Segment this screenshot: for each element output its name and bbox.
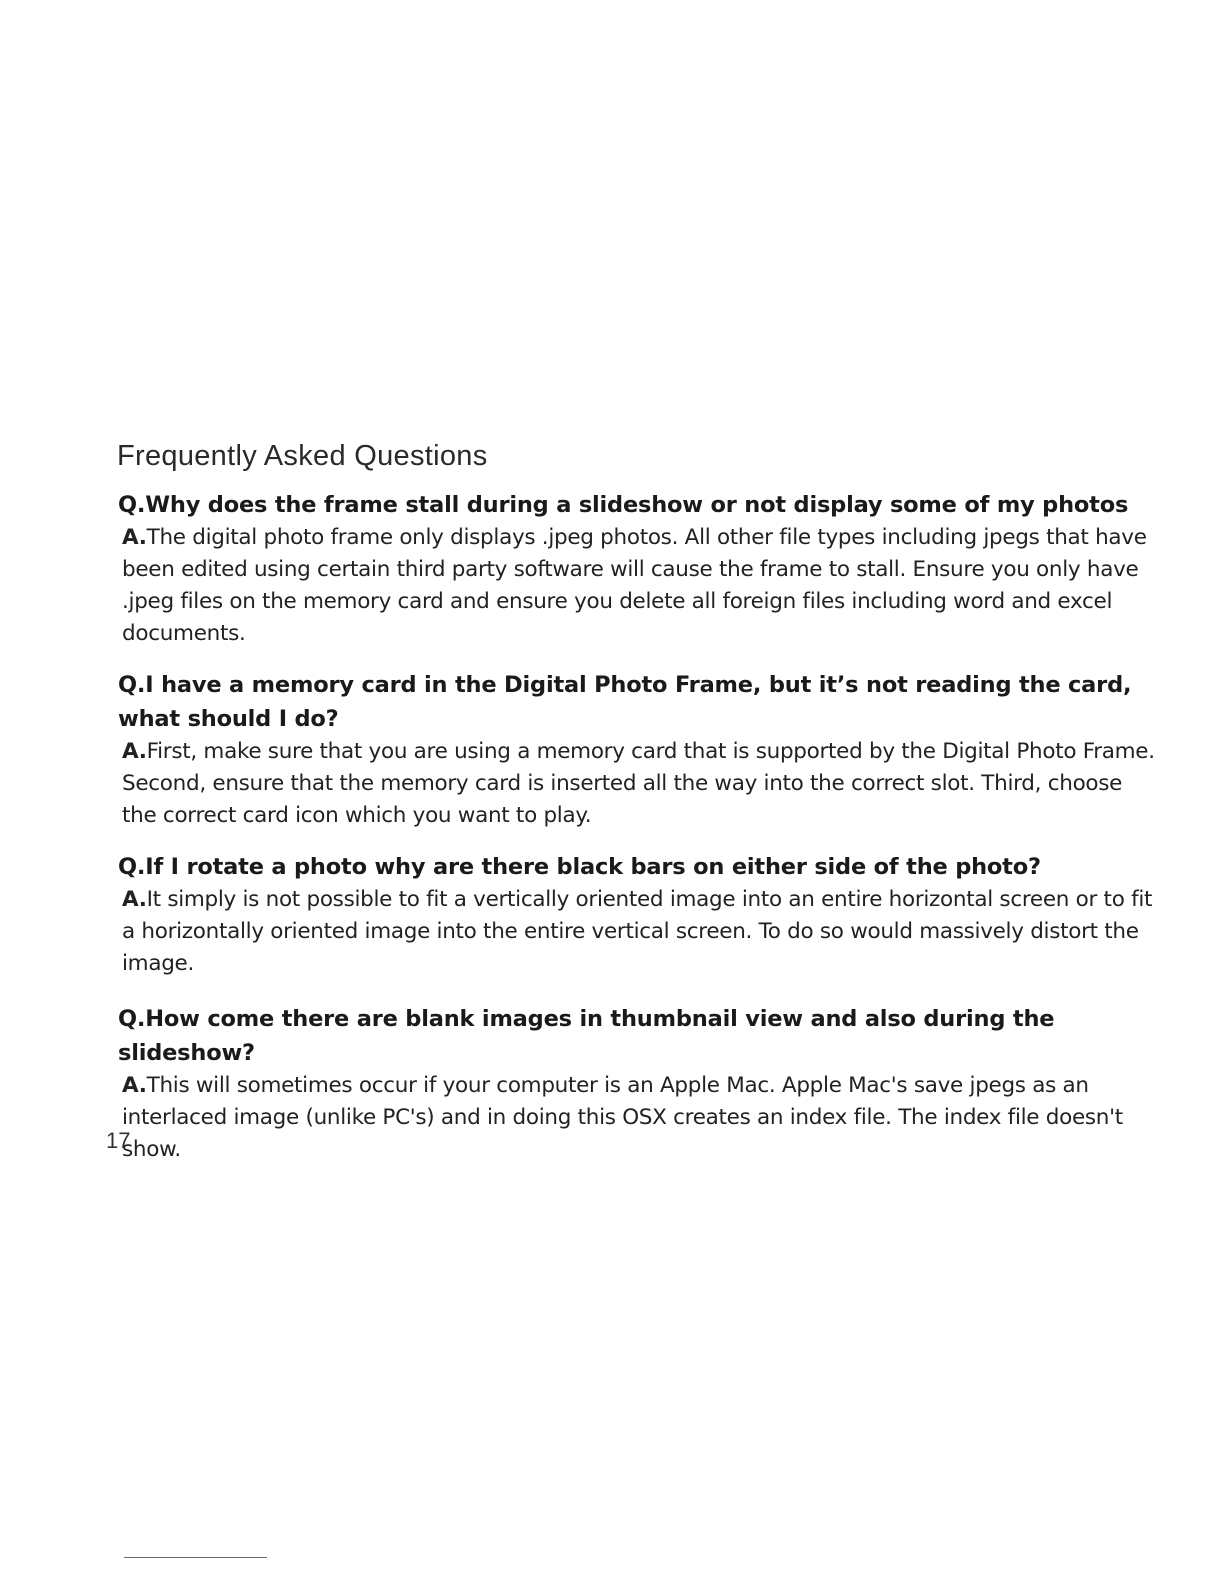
footer-divider (124, 1557, 267, 1558)
faq-question: Q.How come there are blank images in thumbnail view and also during the slideshow? (118, 1006, 1055, 1066)
faq-question: Q.I have a memory card in the Digital Photo Frame, but it’s not reading the card, what should I do? (118, 672, 1132, 732)
faq-answer (118, 1070, 1163, 1166)
answer-prefix: A. (122, 887, 147, 912)
answer-text: First, make sure that you are using a memory card that is supported by the Digital Photo Frame. Second, ensure that the memory card is inserted all the way into the correct slot. Third, choose the correct card icon which you want to play. (122, 739, 1155, 828)
faq-item-blank-images (118, 1002, 1163, 1166)
faq-item-card-reading (118, 668, 1163, 832)
page-title: Frequently Asked Questions (117, 440, 488, 472)
faq-item-black-bars (118, 850, 1163, 980)
answer-prefix: A. (122, 1073, 147, 1098)
answer-prefix: A. (122, 739, 147, 764)
faq-question: Q.Why does the frame stall during a slideshow or not display some of my photos (118, 492, 1129, 518)
faq-item-stall (118, 488, 1163, 650)
answer-text: The digital photo frame only displays .jpeg photos. All other file types including jpegs that have been edited using certain third party software will cause the frame to stall. Ensure you only have .jpeg files on the memory card and ensure you delete all foreign files including word and excel documents. (122, 525, 1147, 646)
answer-text: It simply is not possible to fit a vertically oriented image into an entire horizontal screen or to fit a horizontally oriented image into the entire vertical screen. To do so would massively distort the image. (122, 887, 1153, 976)
answer-text: This will sometimes occur if your computer is an Apple Mac. Apple Mac's save jpegs as an interlaced image (unlike PC's) and in doing this OSX creates an index file. The index file doesn't show. (122, 1073, 1123, 1162)
page-number: 17 (106, 1128, 131, 1153)
answer-prefix: A. (122, 525, 147, 550)
faq-question: Q.If I rotate a photo why are there black bars on either side of the photo? (118, 854, 1041, 880)
faq-answer (118, 884, 1163, 980)
faq-answer (118, 522, 1163, 650)
faq-answer (118, 736, 1163, 832)
